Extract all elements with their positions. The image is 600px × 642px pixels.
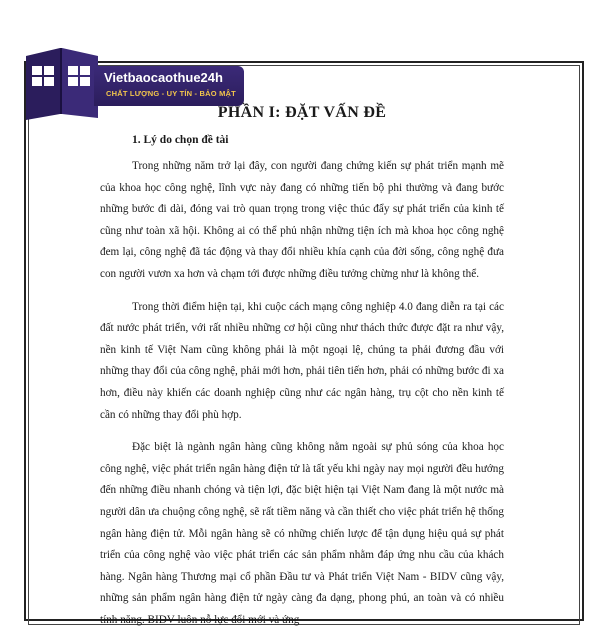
- logo-tagline: CHẤT LƯỢNG - UY TÍN - BẢO MẬT: [106, 89, 236, 98]
- document-title: PHẦN I: ĐẶT VẤN ĐỀ: [217, 104, 387, 121]
- logo-name: Vietbaocaothue24h: [104, 70, 223, 85]
- paragraph-3: Đặc biệt là ngành ngân hàng cũng không nằm ngoài sự phủ sóng của khoa học công nghệ, việc phát triển ngân hàng điện tử là tất yếu khi ngày nay mọi người đều hướng đến những điều nhanh chóng và tiện lợi, đặc biệt hiện tại Việt Nam đang là một nước mà người dân ưa chuộng công nghệ, sẽ rất tiềm năng và cần thiết cho việc phát triển hệ thống ngân hàng điện tử. Mỗi ngân hàng sẽ có những chiến lược để tận dụng hiệu quả sự phát triển của công nghệ vào việc phát triển các sản phẩm nhằm đáp ứng nhu cầu của khách hàng. Ngân hàng Thương mại cổ phần Đầu tư và Phát triển Việt Nam - BIDV cũng vậy, những sản phẩm ngân hàng điện tử ngày càng đa dạng, phong phú, an toàn và có nhiều tính năng. BIDV luôn nỗ lực đổi mới và ứng: [100, 441, 504, 626]
- section-heading: 1. Lý do chọn đề tài: [132, 134, 229, 146]
- document-body: [100, 104, 504, 642]
- paragraph-2: Trong thời điểm hiện tại, khi cuộc cách mạng công nghiệp 4.0 đang diễn ra tại các đất nước phát triển, với rất nhiều những cơ hội cũng như thách thức được đặt ra như vậy, nền kinh tế Việt Nam cũng không phải là một ngoại lệ, chúng ta phải đương đầu với những thay đổi của công nghệ, phải mới hơn, phải tiên tiến hơn, phải có những bước đi xa hơn, điều này khiến các doanh nghiệp cũng như các ngân hàng, trụ cột cho nền kinh tế cần có những thay đổi phù hợp.: [100, 300, 504, 421]
- paragraph-1: Trong những năm trở lại đây, con người đang chứng kiến sự phát triển mạnh mẽ của khoa học công nghệ, lĩnh vực này đang có những tiến bộ phi thường và đang bước những bước đi dài, đóng vai trò quan trọng trong việc thúc đẩy sự phát triển của kinh tế cũng như toàn xã hội. Không ai có thể phủ nhận những tiện ích mà khoa học công nghệ đem lại, công nghệ đã tác động và thay đổi nhiều khía cạnh của đời sống, công nghệ đưa con người vươn xa hơn và chạm tới được những điều tưởng chừng như là không thể.: [100, 160, 504, 280]
